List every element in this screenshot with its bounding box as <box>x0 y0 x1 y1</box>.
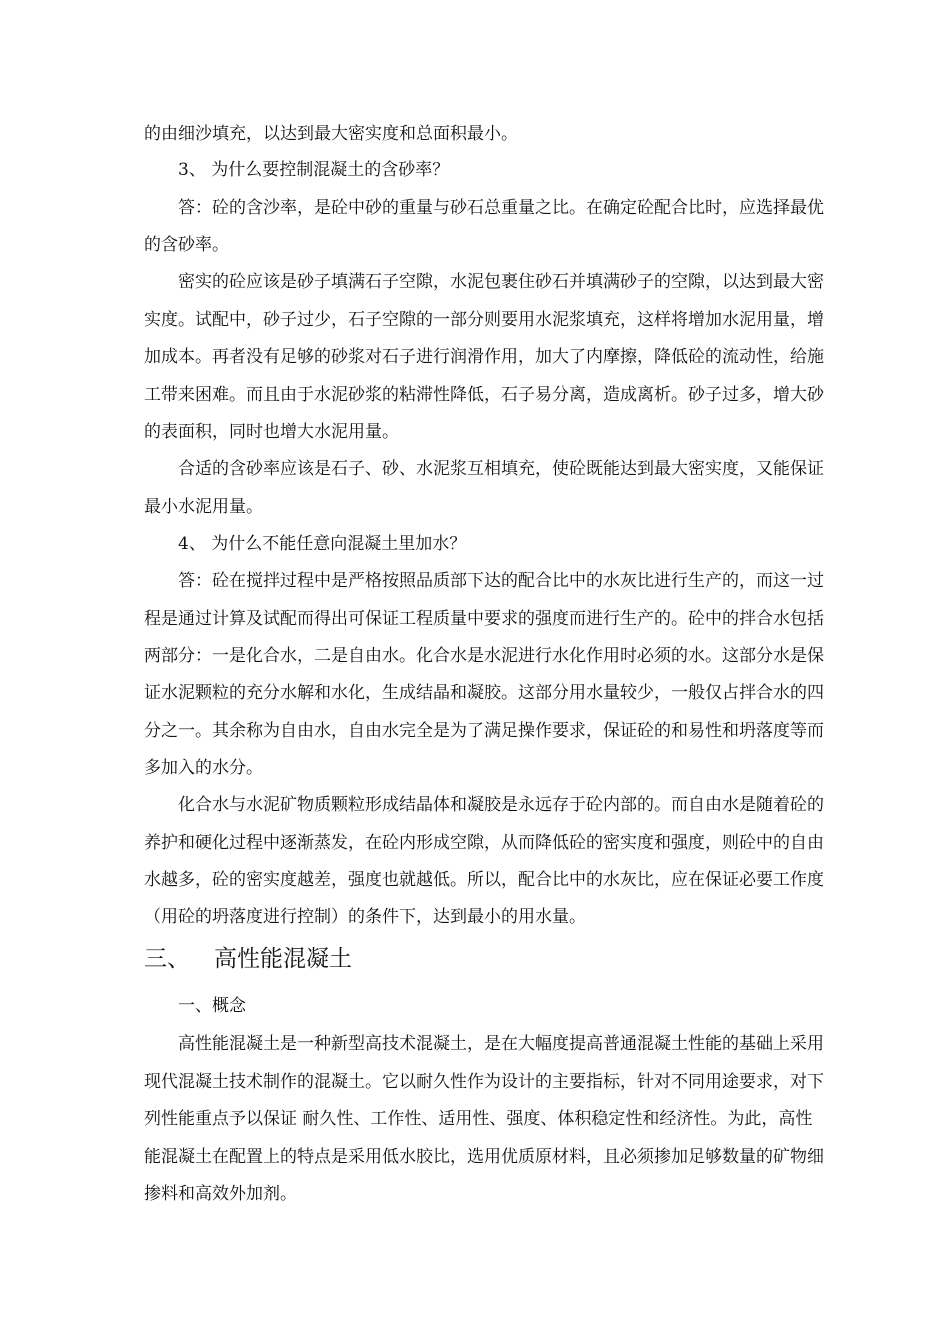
section-title: 高性能混凝土 <box>214 946 352 972</box>
paragraph-line: 水越多，砼的密实度越差，强度也就越低。所以，配合比中的水灰比，应在保证必要工作度 <box>144 870 824 890</box>
paragraph-line: 现代混凝土技术制作的混凝土。它以耐久性作为设计的主要指标，针对不同用途要求，对下 <box>144 1072 824 1092</box>
section-number: 三、 <box>144 946 190 972</box>
paragraph-line: 密实的砼应该是砂子填满石子空隙，水泥包裹住砂石并填满砂子的空隙，以达到最大密 <box>178 272 824 292</box>
paragraph-line: 养护和硬化过程中逐渐蒸发，在砼内形成空隙，从而降低砼的密实度和强度，则砼中的自由 <box>144 833 824 853</box>
paragraph-line: 合适的含砂率应该是石子、砂、水泥浆互相填充，使砼既能达到最大密实度，又能保证 <box>178 459 824 479</box>
paragraph-line: 高性能混凝土是一种新型高技术混凝土，是在大幅度提高普通混凝土性能的基础上采用 <box>178 1034 824 1054</box>
paragraph-line: 最小水泥用量。 <box>144 497 263 517</box>
paragraph-line: 加成本。再者没有足够的砂浆对石子进行润滑作用，加大了内摩擦，降低砼的流动性，给施 <box>144 347 824 367</box>
question-4: 4、 为什么不能任意向混凝土里加水？ <box>178 534 467 554</box>
paragraph-line: 的表面积，同时也增大水泥用量。 <box>144 422 399 442</box>
subsection-title: 一、概念 <box>178 996 246 1016</box>
question-3: 3、 为什么要控制混凝土的含砂率？ <box>178 160 450 180</box>
paragraph-line: 程是通过计算及试配而得出可保证工程质量中要求的强度而进行生产的。砼中的拌合水包括 <box>144 609 824 629</box>
paragraph-line: 证水泥颗粒的充分水解和水化，生成结晶和凝胶。这部分用水量较少，一般仅占拌合水的四 <box>144 683 824 703</box>
paragraph-line: 化合水与水泥矿物质颗粒形成结晶体和凝胶是永远存于砼内部的。而自由水是随着砼的 <box>178 795 824 815</box>
paragraph-line: 答：砼的含沙率，是砼中砂的重量与砂石总重量之比。在确定砼配合比时，应选择最优 <box>178 198 824 218</box>
paragraph-line: 列性能重点予以保证 耐久性、工作性、适用性、强度、体积稳定性和经济性。为此，高性 <box>144 1109 813 1129</box>
section-heading <box>144 946 352 972</box>
paragraph-line: 两部分：一是化合水，二是自由水。化合水是水泥进行水化作用时必须的水。这部分水是保 <box>144 646 824 666</box>
paragraph-line: 能混凝土在配置上的特点是采用低水胶比，选用优质原材料，且必须掺加足够数量的矿物细 <box>144 1147 824 1167</box>
paragraph-line: 工带来困难。而且由于水泥砂浆的粘滞性降低，石子易分离，造成离析。砂子过多，增大砂 <box>144 385 824 405</box>
paragraph-line: 掺料和高效外加剂。 <box>144 1184 297 1204</box>
paragraph-line: （用砼的坍落度进行控制）的条件下，达到最小的用水量。 <box>144 907 586 927</box>
paragraph-line: 分之一。其余称为自由水，自由水完全是为了满足操作要求，保证砼的和易性和坍落度等而 <box>144 721 824 741</box>
paragraph-line: 实度。试配中，砂子过少，石子空隙的一部分则要用水泥浆填充，这样将增加水泥用量，增 <box>144 310 824 330</box>
paragraph-line: 的含砂率。 <box>144 235 229 255</box>
paragraph-line: 多加入的水分。 <box>144 758 263 778</box>
paragraph-line: 答：砼在搅拌过程中是严格按照品质部下达的配合比中的水灰比进行生产的，而这一过 <box>178 571 824 591</box>
paragraph-line: 的由细沙填充，以达到最大密实度和总面积最小。 <box>144 124 518 144</box>
